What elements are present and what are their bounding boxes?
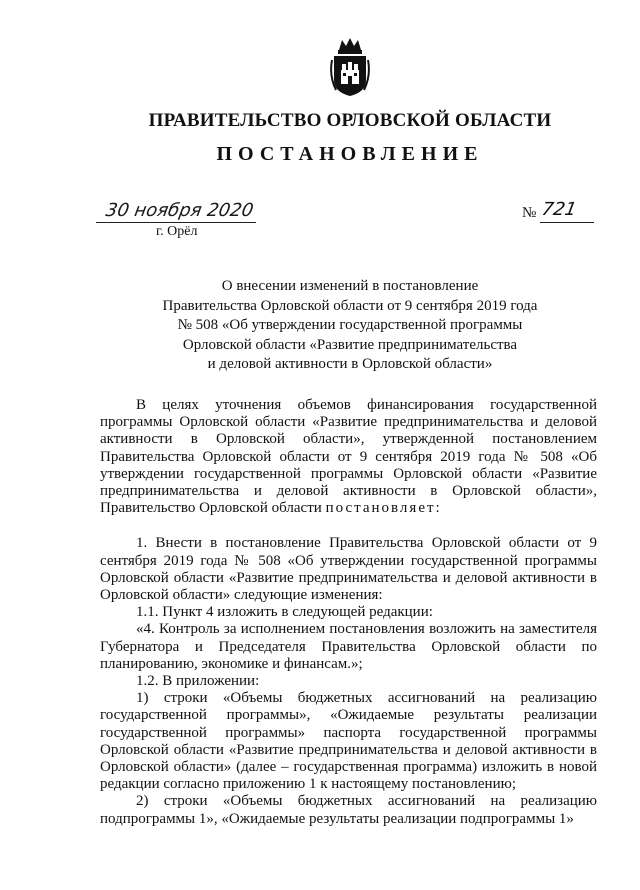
subject-line: и деловой активности в Орловской области» [207,356,493,372]
body-paragraph: 1.1. Пункт 4 изложить в следующей редакции: [136,604,433,621]
number-underline [540,222,594,223]
coat-of-arms-icon [330,36,370,98]
preamble-paragraph [100,397,597,517]
body-paragraph: 1. Внести в постановление Правительства Орловской области от 9 сентября 2019 года № 508 «Об утверждении государственной программы Орловской области «Развитие предпринимательства и деловой активности в Орловской области» следующие изменения: [100,535,597,604]
body-paragraph: 1.2. В приложении: [136,673,260,690]
number-label: № [522,205,537,221]
document-subject [100,277,600,375]
subject-line: О внесении изменений в постановление [221,278,479,294]
city: г. Орёл [156,224,198,239]
handwritten-date: 30 ноября 2020 [104,200,255,221]
government-title: ПРАВИТЕЛЬСТВО ОРЛОВСКОЙ ОБЛАСТИ [148,110,552,131]
handwritten-number: 721 [540,199,579,220]
date-underline [96,222,256,223]
document-type: ПОСТАНОВЛЕНИЕ [216,143,484,165]
body-paragraph: 2) строки «Объемы бюджетных ассигнований на реализацию подпрограммы 1», «Ожидаемые результаты реализации подпрограммы 1» [100,793,597,827]
preamble-text: В целях уточнения объемов финансирования государственной программы Орловской области «Развитие предпринимательства и деловой активности в Орловской области», утвержденной постановлением Правительства Орловской области от 9 сентября 2019 года № 508 «Об утверждении государственной программы Орловской области «Развитие предпринимательства и деловой активности в Орловской области», Правительство Орловской области [100,397,597,517]
decides-word: постановляет: [325,500,442,517]
body-paragraph: 1) строки «Объемы бюджетных ассигнований на реализацию государственной программы», «Ожидаемые результаты реализации государственной программы» паспорта государственной программы Орловской области «Развитие предпринимательства и деловой активности в Орловской области» (далее – государственная программа) изложить в новой редакции согласно приложению 1 к настоящему постановлению; [100,690,597,793]
body-paragraph: «4. Контроль за исполнением постановления возложить на заместителя Губернатора и Председателя Правительства Орловской области по планированию, экономике и финансам.»; [100,621,597,672]
subject-line: № 508 «Об утверждении государственной программы [177,317,523,333]
subject-line: Орловской области «Развитие предпринимательства [182,336,518,353]
document-body [100,397,597,828]
subject-line: Правительства Орловской области от 9 сентября 2019 года [162,297,538,314]
